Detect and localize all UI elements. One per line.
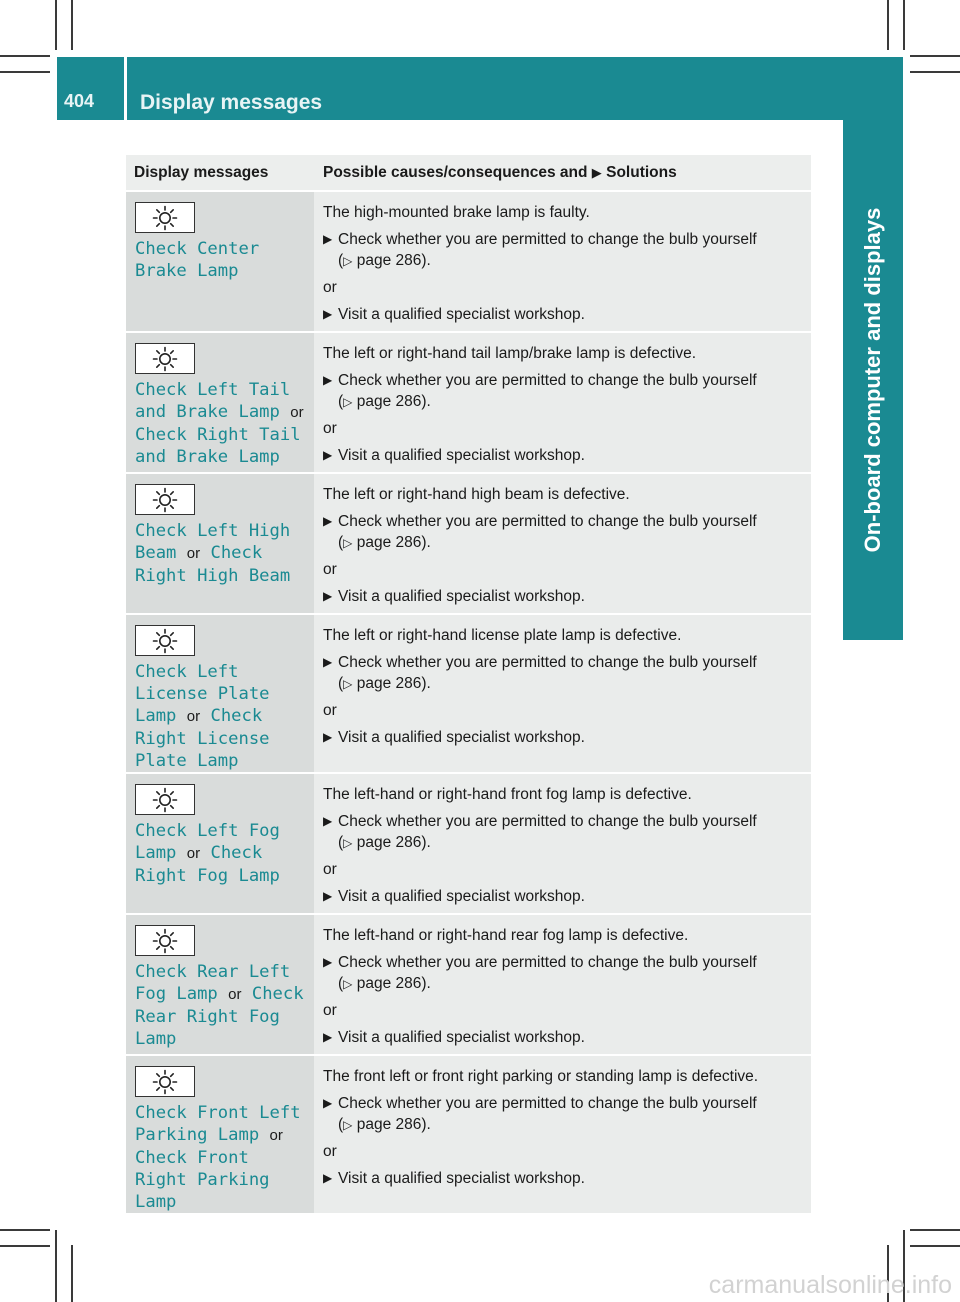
crop-mark	[55, 0, 57, 50]
bulb-warning-icon-shape	[152, 1069, 178, 1095]
message-text: Check Left High Beam	[135, 521, 291, 563]
or-connector: or	[269, 1127, 283, 1144]
cause-text: The left-hand or right-hand front fog lamp is defective.	[323, 786, 692, 803]
solution-cell	[314, 914, 811, 1055]
page-reference-arrow-icon: ▷	[343, 677, 353, 691]
step-check-bulb: ▶ Check whether you are permitted to change the bulb yourself (▷ page 286).	[323, 654, 757, 692]
message-text: Check Front Right Parking Lamp	[135, 1148, 270, 1212]
crop-mark	[55, 1230, 57, 1302]
solution-cell	[314, 1055, 811, 1214]
table-row	[126, 914, 811, 1055]
or-connector: or	[228, 986, 242, 1003]
step-text: Visit a qualified specialist workshop.	[338, 306, 585, 323]
display-message	[135, 820, 310, 887]
or-connector: or	[186, 545, 201, 562]
table-row	[126, 473, 811, 614]
step-visit-workshop	[323, 445, 803, 466]
cause-text: The left-hand or right-hand rear fog lamp is defective.	[323, 927, 689, 944]
step-check-bulb: ▶ Check whether you are permitted to change the bulb yourself (▷ page 286).	[323, 1095, 757, 1133]
message-text: Check Front Left Parking Lamp	[135, 1103, 301, 1145]
cause-text: The left or right-hand tail lamp/brake lamp is defective.	[323, 345, 697, 362]
arrow-right-icon: ▶	[323, 730, 333, 744]
solution-cell	[314, 773, 811, 914]
display-message-cell	[126, 473, 314, 614]
column-header-messages: Display messages	[126, 155, 314, 191]
table-row	[126, 1055, 811, 1214]
crop-mark	[887, 0, 889, 50]
step-text: Visit a qualified specialist workshop.	[338, 1170, 585, 1187]
step-text: Check whether you are permitted to change the bulb yourself	[338, 813, 757, 830]
step-visit-workshop	[323, 727, 803, 748]
cause-text: The left or right-hand license plate lamp is defective.	[323, 627, 682, 644]
step-check-bulb: ▶ Check whether you are permitted to change the bulb yourself (▷ page 286).	[323, 954, 757, 992]
arrow-right-icon: ▶	[323, 814, 333, 828]
bulb-warning-icon	[135, 925, 195, 956]
display-message	[135, 238, 310, 282]
message-text: Check Left Tail and Brake Lamp	[135, 380, 291, 422]
message-text: Check Right Tail and Brake Lamp	[135, 425, 301, 467]
bulb-warning-icon-shape	[152, 487, 178, 513]
arrow-right-icon: ▶	[323, 1171, 333, 1185]
message-text: Check Center Brake Lamp	[135, 239, 260, 281]
or-text: or	[323, 1002, 337, 1019]
column-header-solutions-label: Solutions	[606, 163, 677, 181]
watermark: carmanualsonline.info	[708, 1271, 952, 1299]
display-message-cell	[126, 773, 314, 914]
arrow-right-icon: ▶	[323, 1030, 333, 1044]
step-check-bulb: ▶ Check whether you are permitted to change the bulb yourself (▷ page 286).	[323, 372, 757, 410]
arrow-right-icon: ▶	[323, 448, 333, 462]
step-check-bulb: ▶ Check whether you are permitted to change the bulb yourself (▷ page 286).	[323, 231, 757, 269]
arrow-right-icon: ▶	[323, 955, 333, 969]
or-connector: or	[290, 404, 304, 421]
column-header-causes: Possible causes/consequences and	[323, 163, 588, 181]
bulb-warning-icon-shape	[152, 628, 178, 654]
table-row	[126, 332, 811, 473]
bulb-warning-icon	[135, 625, 195, 656]
page-reference-arrow-icon: ▷	[343, 254, 353, 268]
bulb-warning-icon-shape	[152, 346, 178, 372]
crop-mark	[910, 71, 960, 73]
header-divider	[124, 55, 127, 120]
solution-cell	[314, 191, 811, 332]
crop-mark	[71, 1245, 73, 1302]
arrow-right-icon: ▶	[323, 655, 333, 669]
solution-cell	[314, 473, 811, 614]
page-number: 404	[64, 91, 95, 111]
chapter-tab-label: On-board computer and displays	[860, 207, 885, 553]
column-header-solutions	[314, 155, 811, 191]
display-message	[135, 961, 310, 1050]
display-message	[135, 1102, 310, 1213]
table-row	[126, 191, 811, 332]
or-text: or	[323, 861, 337, 878]
display-messages-table	[126, 155, 811, 1215]
display-message-cell	[126, 332, 314, 473]
crop-mark	[0, 55, 50, 57]
step-text: Check whether you are permitted to change the bulb yourself	[338, 1095, 757, 1112]
step-text: Check whether you are permitted to change the bulb yourself	[338, 372, 757, 389]
step-check-bulb: ▶ Check whether you are permitted to change the bulb yourself (▷ page 286).	[323, 513, 757, 551]
message-text: Check Rear Right Fog Lamp	[135, 984, 304, 1049]
step-text: Check whether you are permitted to change the bulb yourself	[338, 954, 757, 971]
step-visit-workshop	[323, 304, 803, 325]
or-connector: or	[186, 845, 201, 862]
cause-text: The left or right-hand high beam is defective.	[323, 486, 630, 503]
or-text: or	[323, 279, 337, 296]
solution-arrow-icon: ▶	[591, 164, 602, 180]
arrow-right-icon: ▶	[323, 307, 333, 321]
arrow-right-icon: ▶	[323, 232, 333, 246]
solution-cell	[314, 332, 811, 473]
message-text: Check Right High Beam	[135, 543, 291, 586]
bulb-warning-icon-shape	[152, 928, 178, 954]
page-reference-link[interactable]: page 286).	[356, 393, 431, 410]
message-text: Check Left Fog Lamp	[135, 821, 280, 863]
page-reference-link[interactable]: page 286).	[356, 1116, 431, 1133]
page-reference-arrow-icon: ▷	[343, 836, 353, 850]
message-text: Check Left License Plate Lamp	[135, 662, 270, 726]
page-reference-arrow-icon: ▷	[343, 977, 353, 991]
arrow-right-icon: ▶	[323, 514, 333, 528]
step-text: Visit a qualified specialist workshop.	[338, 1029, 585, 1046]
step-text: Check whether you are permitted to change the bulb yourself	[338, 513, 757, 530]
crop-mark	[910, 1245, 960, 1247]
arrow-right-icon: ▶	[323, 1096, 333, 1110]
page-title: Display messages	[140, 91, 323, 114]
cause-text: The front left or front right parking or standing lamp is defective.	[323, 1068, 759, 1085]
step-text: Visit a qualified specialist workshop.	[338, 888, 585, 905]
crop-mark	[71, 0, 73, 50]
bulb-warning-icon-shape	[152, 787, 178, 813]
page-reference-link[interactable]: page 286).	[356, 534, 431, 551]
display-message	[135, 661, 310, 772]
bulb-warning-icon	[135, 343, 195, 374]
crop-mark	[910, 1229, 960, 1231]
crop-mark	[903, 0, 905, 50]
bulb-warning-icon	[135, 784, 195, 815]
arrow-right-icon: ▶	[323, 373, 333, 387]
step-text: Check whether you are permitted to change the bulb yourself	[338, 654, 757, 671]
step-visit-workshop	[323, 1027, 803, 1048]
display-message-cell	[126, 914, 314, 1055]
display-message	[135, 520, 310, 587]
display-message	[135, 379, 310, 468]
or-text: or	[323, 420, 337, 437]
or-text: or	[323, 561, 337, 578]
display-message-cell	[126, 1055, 314, 1214]
step-check-bulb: ▶ Check whether you are permitted to change the bulb yourself (▷ page 286).	[323, 813, 757, 851]
cause-text: The high-mounted brake lamp is faulty.	[323, 204, 590, 221]
or-text: or	[323, 702, 337, 719]
crop-mark	[0, 71, 50, 73]
page-reference-arrow-icon: ▷	[343, 395, 353, 409]
step-visit-workshop	[323, 1168, 803, 1189]
page-reference-arrow-icon: ▷	[343, 1118, 353, 1132]
step-visit-workshop	[323, 586, 803, 607]
page-reference-link[interactable]: page 286).	[356, 975, 431, 992]
table-header-row	[126, 155, 811, 191]
arrow-right-icon: ▶	[323, 889, 333, 903]
page-reference-arrow-icon: ▷	[343, 536, 353, 550]
message-text: Check Right License Plate Lamp	[135, 706, 270, 771]
page-reference-link[interactable]: page 286).	[356, 252, 431, 269]
solution-cell	[314, 614, 811, 773]
page-reference-link[interactable]: page 286).	[356, 675, 431, 692]
table-row	[126, 773, 811, 914]
or-connector: or	[186, 708, 201, 725]
step-text: Visit a qualified specialist workshop.	[338, 729, 585, 746]
bulb-warning-icon	[135, 484, 195, 515]
message-text: Check Rear Left Fog Lamp	[135, 962, 291, 1004]
message-text: Check Right Fog Lamp	[135, 843, 280, 886]
step-text: Check whether you are permitted to change the bulb yourself	[338, 231, 757, 248]
bulb-warning-icon-shape	[152, 205, 178, 231]
step-text: Visit a qualified specialist workshop.	[338, 447, 585, 464]
display-message-cell	[126, 614, 314, 773]
step-text: Visit a qualified specialist workshop.	[338, 588, 585, 605]
arrow-right-icon: ▶	[323, 589, 333, 603]
page-reference-link[interactable]: page 286).	[356, 834, 431, 851]
display-message-cell	[126, 191, 314, 332]
crop-mark	[910, 55, 960, 57]
table-row	[126, 614, 811, 773]
crop-mark	[0, 1229, 50, 1231]
bulb-warning-icon	[135, 202, 195, 233]
crop-mark	[0, 1245, 50, 1247]
bulb-warning-icon	[135, 1066, 195, 1097]
or-text: or	[323, 1143, 337, 1160]
step-visit-workshop	[323, 886, 803, 907]
